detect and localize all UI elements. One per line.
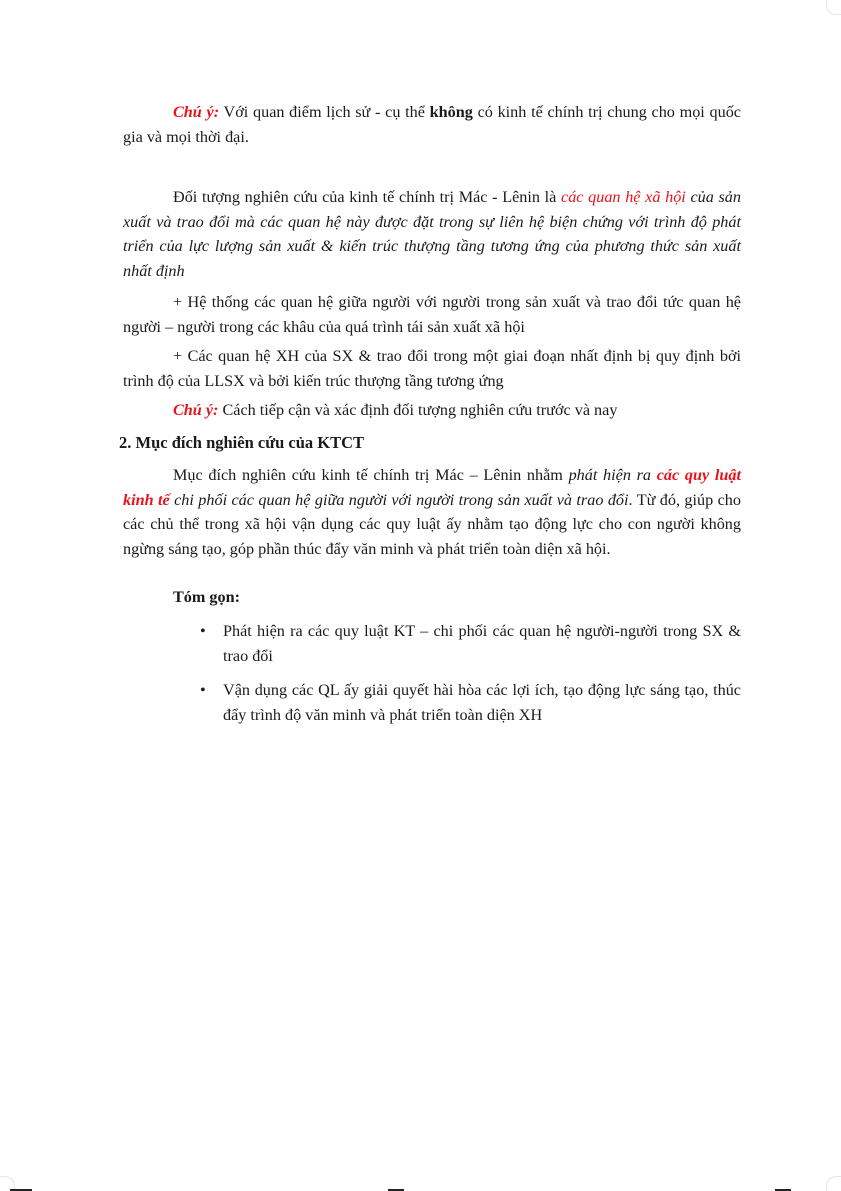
summary-item-1: Phát hiện ra các quy luật KT – chi phối các quan hệ người-người trong SX & trao đổi <box>223 622 741 665</box>
note-2-label: Chú ý: <box>173 401 219 419</box>
summary-list <box>123 619 741 727</box>
page-corner-bottom-right <box>826 1176 841 1191</box>
purpose-text-b: . Từ đó, giúp cho các chủ thể trong xã hội vận dụng các quy luật ấy nhằm tạo động lực cho con người không ngừng sáng tạo, góp phần thúc đẩy văn minh và phát triển toàn diện xã hội. <box>123 490 741 558</box>
plus-item-1-text: + Hệ thống các quan hệ giữa người với người trong sản xuất và trao đổi tức quan hệ người – người trong các khâu của quá trình tái sản xuất xã hội <box>123 293 741 336</box>
bullet-icon: • <box>200 622 206 640</box>
note-2-text: Cách tiếp cận và xác định đối tượng nghiên cứu trước và nay <box>218 401 618 419</box>
section-heading <box>119 431 737 456</box>
note-1-text-a: Với quan điểm lịch sử - cụ thể <box>219 103 430 121</box>
bullet-icon: • <box>200 681 206 700</box>
note-1-label: Chú ý: <box>173 103 220 121</box>
object-red-italic: các quan hệ xã hội <box>561 188 686 206</box>
purpose-paragraph <box>123 463 741 561</box>
note-1 <box>123 100 741 149</box>
list-item <box>123 619 741 668</box>
page-corner-top-right <box>826 0 841 15</box>
summary-title: Tóm gọn: <box>173 588 241 606</box>
plus-item-2-text: + Các quan hệ XH của SX & trao đổi trong một giai đoạn nhất định bị quy định bởi trình độ của LLSX và bởi kiến trúc thượng tầng tương ứng <box>123 347 741 390</box>
object-text-a: Đối tượng nghiên cứu của kinh tế chính trị Mác - Lênin là <box>173 188 562 206</box>
purpose-text-a: Mục đích nghiên cứu kinh tế chính trị Mác – Lênin nhằm <box>173 466 569 484</box>
purpose-italic-a: phát hiện ra <box>568 466 657 484</box>
note-1-bold: không <box>429 103 473 121</box>
section-heading-text: 2. Mục đích nghiên cứu của KTCT <box>119 433 365 452</box>
plus-item-2 <box>123 344 741 393</box>
object-paragraph <box>123 185 741 283</box>
summary-title-block <box>123 585 741 610</box>
summary-item-2: Vận dụng các QL ấy giải quyết hài hòa các lợi ích, tạo động lực sáng tạo, thúc đẩy trình độ văn minh và phát triển toàn diện XH <box>223 681 741 724</box>
list-item <box>123 678 741 727</box>
plus-item-1 <box>123 290 741 339</box>
purpose-italic-b: chi phối các quan hệ giữa người với người trong sản xuất và trao đổi <box>169 490 629 509</box>
note-2 <box>123 398 741 423</box>
purpose-red-bold-italic: các quy luật kinh tế <box>123 466 741 509</box>
object-italic: của sản xuất và trao đổi mà các quan hệ này được đặt trong sự liên hệ biện chứng với trình độ phát triển của lực lượng sản xuất & kiến trúc thượng tầng tương ứng của phương thức sản xuất nhất định <box>123 188 741 280</box>
note-1-text-b: có kinh tế chính trị chung cho mọi quốc gia và mọi thời đại. <box>123 103 741 146</box>
